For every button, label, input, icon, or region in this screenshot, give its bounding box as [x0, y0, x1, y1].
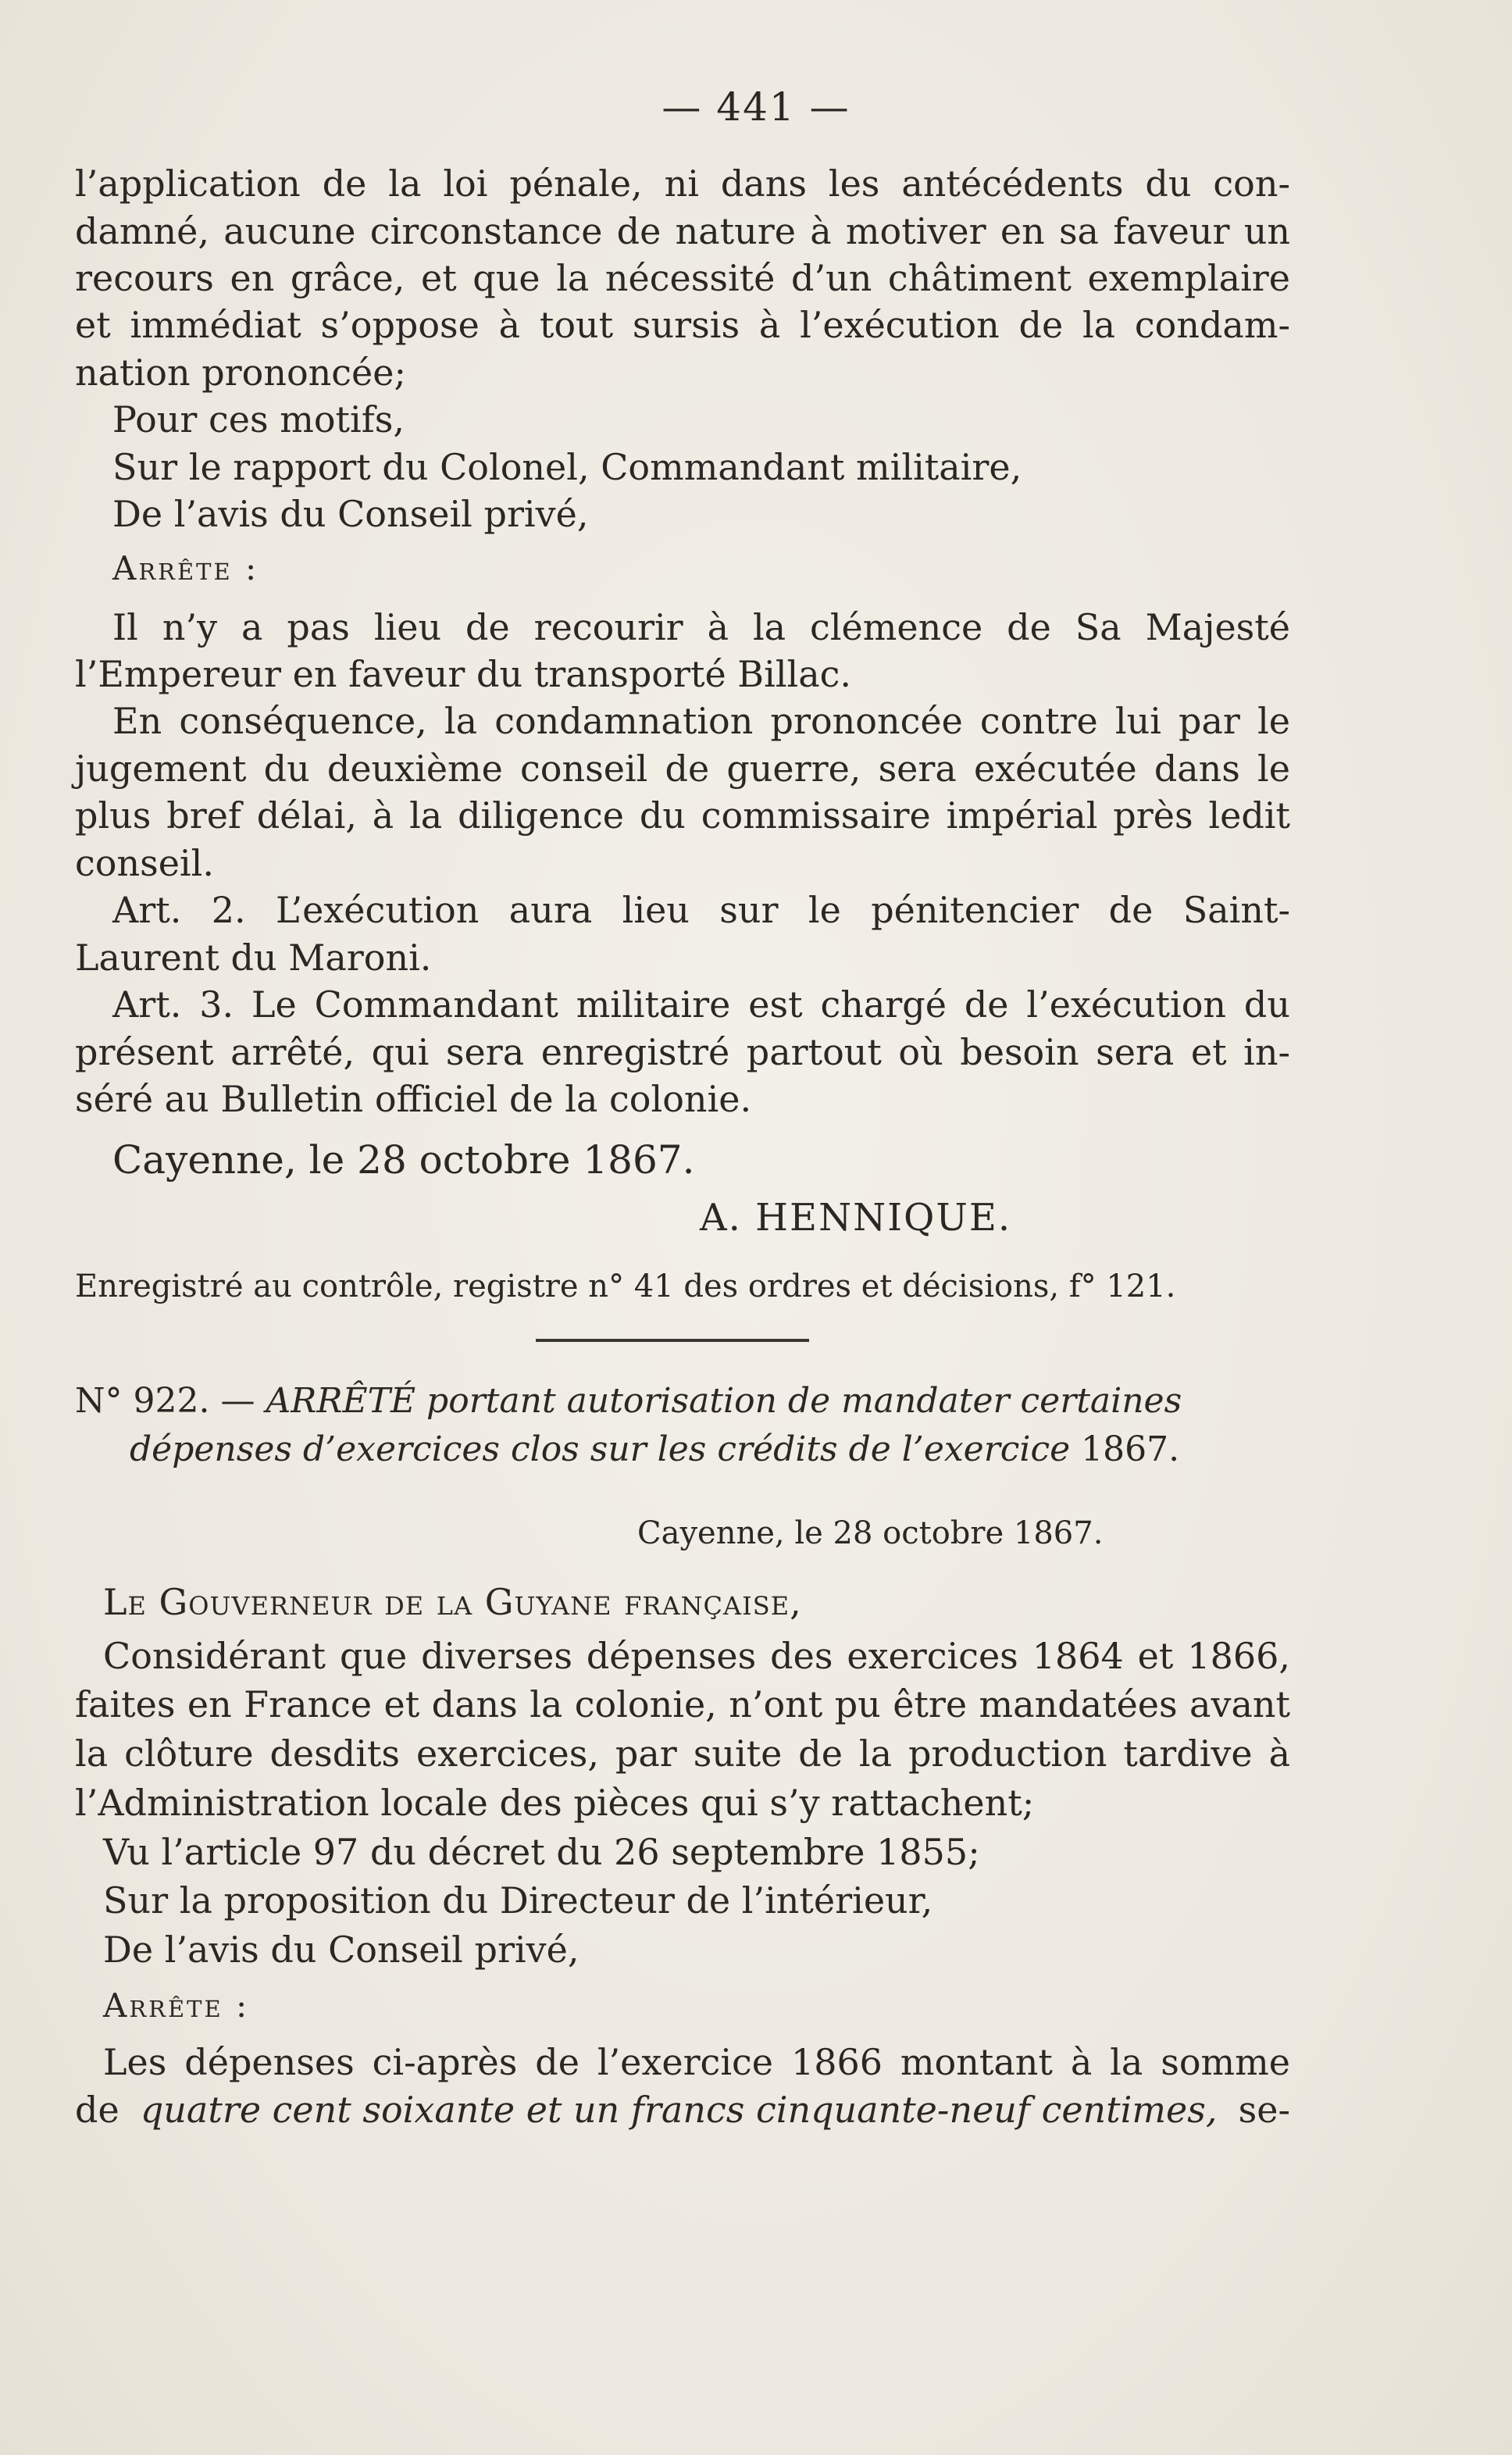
text-line: Les dépenses ci-après de l’exercice 1866 montant à la somme	[103, 2041, 1290, 2083]
text-line: l’Administration locale des pièces qui s’y rattachent;	[75, 1782, 1035, 1824]
text-line: nation prononcée;	[75, 351, 406, 394]
text-line: Considérant que diverses dépenses des exercices 1864 et 1866,	[103, 1635, 1290, 1677]
arrete-heading: Arrête :	[112, 549, 259, 587]
text-fragment: de	[75, 2089, 119, 2131]
text-line: la clôture desdits exercices, par suite de la production tardive à	[75, 1732, 1290, 1775]
text-line: conseil.	[75, 842, 214, 884]
text-fragment: se-	[1238, 2089, 1290, 2131]
decision-title: ARRÊTÉ portant autorisation de mandater certaines	[266, 1381, 1182, 1421]
text-line: séré au Bulletin officiel de la colonie.	[75, 1078, 752, 1120]
text-line: faites en France et dans la colonie, n’ont pu être mandatées avant	[75, 1683, 1290, 1725]
text-line: Il n’y a pas lieu de recourir à la clémence de Sa Majesté	[112, 606, 1290, 648]
place-date: Cayenne, le 28 octobre 1867.	[112, 1137, 695, 1183]
text-line: l’application de la loi pénale, ni dans les antécédents du con-	[75, 162, 1290, 205]
decision-year: 1867.	[1081, 1429, 1180, 1469]
separator-rule	[536, 1339, 809, 1342]
text-line: Laurent du Maroni.	[75, 937, 432, 979]
registration-note: Enregistré au contrôle, registre n° 41 des ordres et décisions, f° 121.	[75, 1269, 1176, 1304]
text-line: Art. 3. Le Commandant militaire est chargé de l’exécution du	[112, 983, 1290, 1026]
text-line: jugement du deuxième conseil de guerre, sera exécutée dans le	[75, 748, 1290, 790]
amount-in-words: quatre cent soixante et un francs cinquante-neuf centimes,	[140, 2089, 1218, 2131]
text-line: présent arrêté, qui sera enregistré partout où besoin sera et in-	[75, 1031, 1290, 1073]
decision-title-line-2	[130, 1429, 1180, 1469]
text-line: Sur la proposition du Directeur de l’intérieur,	[103, 1879, 933, 1922]
text-line: plus bref délai, à la diligence du commissaire impérial près ledit	[75, 794, 1290, 837]
text-line	[75, 2089, 1290, 2131]
text-line: Pour ces motifs,	[112, 398, 405, 441]
decision-title-line-1	[75, 1381, 1182, 1421]
text-line: damné, aucune circonstance de nature à motiver en sa faveur un	[75, 210, 1290, 252]
text-line: Art. 2. L’exécution aura lieu sur le pénitencier de Saint-	[112, 889, 1290, 931]
decision-number: N° 922. —	[75, 1381, 255, 1421]
text-line: Sur le rapport du Colonel, Commandant militaire,	[112, 446, 1022, 488]
arrete-heading: Arrête :	[103, 1986, 250, 2025]
decision-title-cont: dépenses d’exercices clos sur les crédits de l’exercice	[130, 1429, 1071, 1469]
text-line: l’Empereur en faveur du transporté Billac.	[75, 653, 852, 695]
text-line: recours en grâce, et que la nécessité d’un châtiment exemplaire	[75, 257, 1290, 299]
text-line: Vu l’article 97 du décret du 26 septembre 1855;	[103, 1831, 980, 1873]
text-line: De l’avis du Conseil privé,	[103, 1929, 579, 1971]
text-line: En conséquence, la condamnation prononcée contre lui par le	[112, 700, 1290, 742]
signature: A. HENNIQUE.	[700, 1196, 1012, 1240]
place-date: Cayenne, le 28 octobre 1867.	[637, 1515, 1104, 1551]
text-line: De l’avis du Conseil privé,	[112, 493, 589, 535]
text-line: et immédiat s’oppose à tout sursis à l’exécution de la condam-	[75, 304, 1290, 346]
governor-heading: Le Gouverneur de la Guyane française,	[103, 1581, 802, 1623]
page-number: — 441 —	[662, 84, 850, 130]
